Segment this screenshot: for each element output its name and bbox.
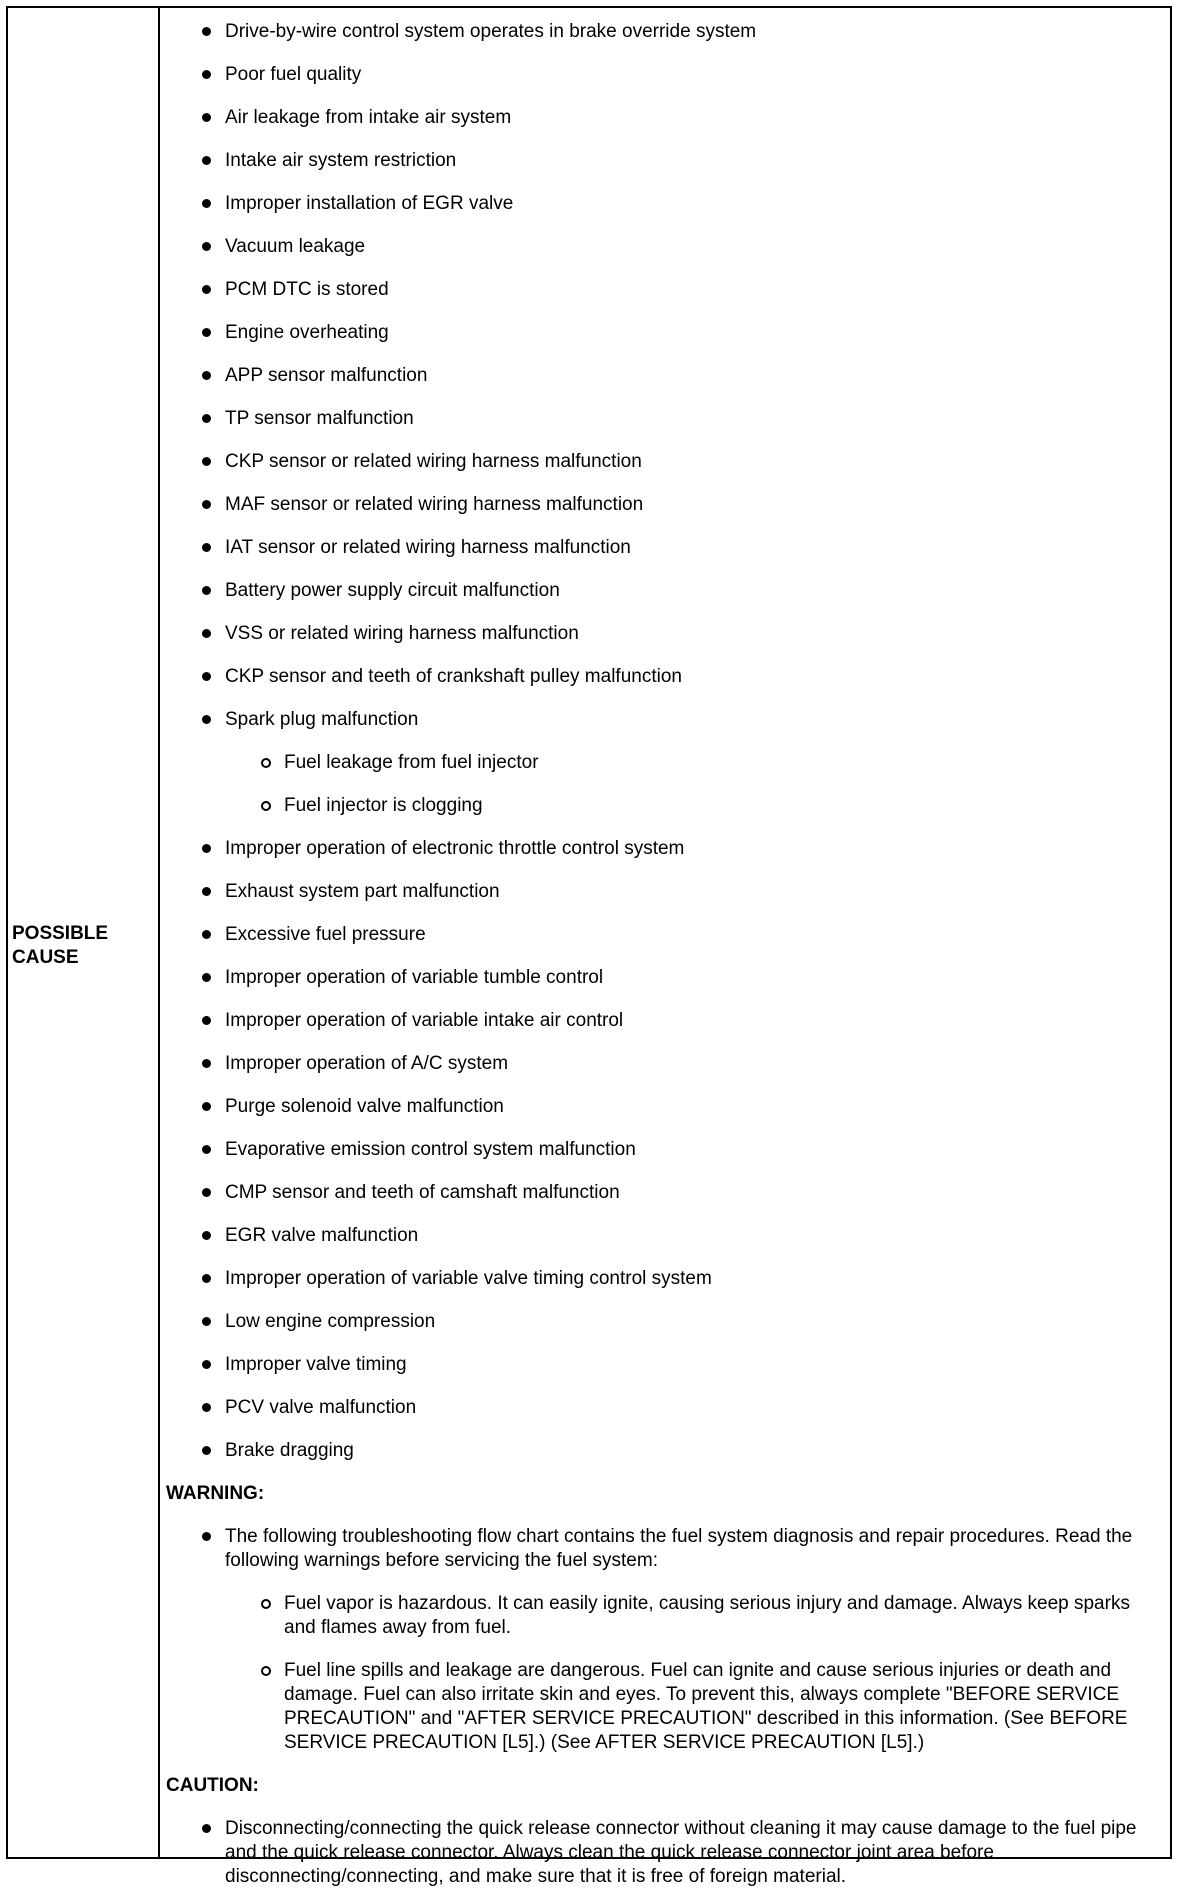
list-item: CKP sensor and teeth of crankshaft pulley malfunction (160, 665, 1170, 708)
cause-table (6, 6, 1172, 1887)
list-item: IAT sensor or related wiring harness malfunction (160, 536, 1170, 579)
list-item: VSS or related wiring harness malfunction (160, 622, 1170, 665)
list-item: Improper operation of variable intake air control (160, 1009, 1170, 1052)
sub-list-item: Fuel leakage from fuel injector (160, 751, 1170, 794)
list-item: Engine overheating (160, 321, 1170, 364)
list-item: TP sensor malfunction (160, 407, 1170, 450)
warning-sub-item: Fuel line spills and leakage are dangerous. Fuel can ignite and cause serious injuries or death and damage. Fuel can also irritate skin and eyes. To prevent this, always complete "BEFORE SERVICE PRECAUTION" and "AFTER SERVICE PRECAUTION" described in this information. (See BEFORE SERVICE PRECAUTION [L5].) (See AFTER SERVICE PRECAUTION [L5].) (160, 1659, 1170, 1755)
list-item: Intake air system restriction (160, 149, 1170, 192)
list-item: Evaporative emission control system malfunction (160, 1138, 1170, 1181)
list-item: Excessive fuel pressure (160, 923, 1170, 966)
warning-heading: WARNING: (166, 1483, 265, 1504)
list-item: MAF sensor or related wiring harness malfunction (160, 493, 1170, 536)
list-item: Brake dragging (160, 1439, 1170, 1482)
cause-list (160, 20, 1170, 1482)
list-item: Purge solenoid valve malfunction (160, 1095, 1170, 1138)
list-item: Improper installation of EGR valve (160, 192, 1170, 235)
caution-heading: CAUTION: (166, 1775, 259, 1796)
possible-cause-label: POSSIBLE CAUSE (12, 923, 109, 968)
list-item: PCM DTC is stored (160, 278, 1170, 321)
list-item: EGR valve malfunction (160, 1224, 1170, 1267)
list-item: Improper operation of variable tumble control (160, 966, 1170, 1009)
list-item: Spark plug malfunction (160, 708, 1170, 751)
list-item: Improper operation of electronic throttle control system (160, 837, 1170, 880)
list-item: Air leakage from intake air system (160, 106, 1170, 149)
list-item: Improper operation of variable valve timing control system (160, 1267, 1170, 1310)
list-item: Improper valve timing (160, 1353, 1170, 1396)
caution-text: Disconnecting/connecting the quick release connector without cleaning it may cause damage to the fuel pipe and the quick release connector. Always clean the quick release connector joint area before disconnecting/connecting, and make sure that it is free of foreign material. (160, 1817, 1170, 1889)
cause-content (160, 8, 1170, 1887)
list-item: Vacuum leakage (160, 235, 1170, 278)
list-item: APP sensor malfunction (160, 364, 1170, 407)
list-item: PCV valve malfunction (160, 1396, 1170, 1439)
list-item: Drive-by-wire control system operates in brake override system (160, 20, 1170, 63)
list-item: Exhaust system part malfunction (160, 880, 1170, 923)
list-item: Poor fuel quality (160, 63, 1170, 106)
warning-text: The following troubleshooting flow chart contains the fuel system diagnosis and repair procedures. Read the following warnings before servicing the fuel system: (160, 1525, 1170, 1573)
sub-list-item: Fuel injector is clogging (160, 794, 1170, 837)
list-item: Battery power supply circuit malfunction (160, 579, 1170, 622)
list-item: CKP sensor or related wiring harness malfunction (160, 450, 1170, 493)
list-item: Low engine compression (160, 1310, 1170, 1353)
list-item: CMP sensor and teeth of camshaft malfunction (160, 1181, 1170, 1224)
warning-sub-item: Fuel vapor is hazardous. It can easily ignite, causing serious injury and damage. Always keep sparks and flames away from fuel. (160, 1592, 1170, 1640)
list-item: Improper operation of A/C system (160, 1052, 1170, 1095)
